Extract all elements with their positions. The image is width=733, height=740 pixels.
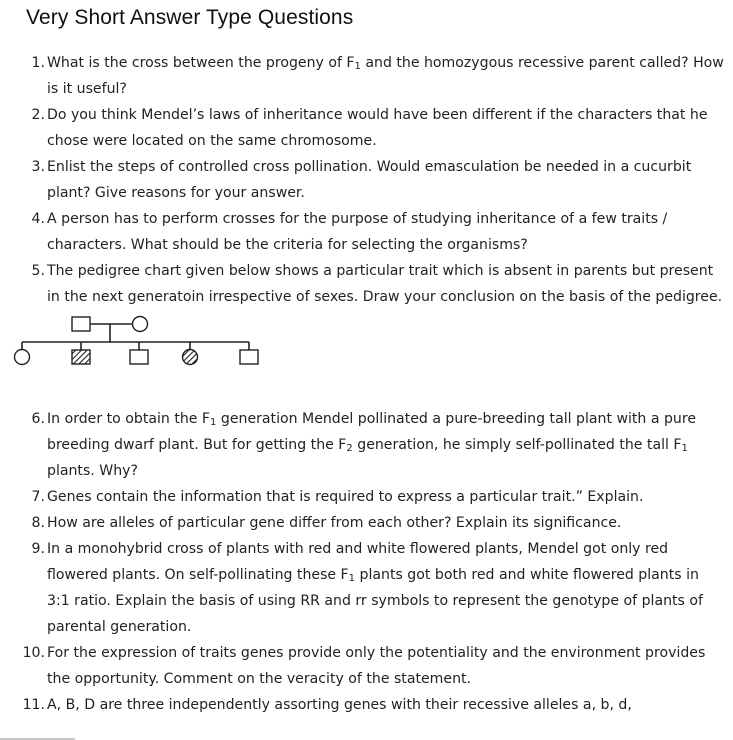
question-text <box>47 107 708 149</box>
question-number: 3. <box>31 159 45 175</box>
question-item <box>0 206 733 258</box>
question-item <box>0 50 733 102</box>
pedigree-chart <box>47 312 725 406</box>
question-number: 4. <box>31 211 45 227</box>
text-run: In a monohybrid cross of plants with red and white flowered plants, Mendel got only red flowered plants. On self-pollinating these F <box>47 541 669 583</box>
parent-square-icon <box>72 317 90 331</box>
question-text <box>47 411 696 479</box>
question-number: 8. <box>31 515 45 531</box>
text-run: Do you think Mendel’s laws of inheritance would have been different if the characters that he chose were located on the same chromosome. <box>47 107 708 149</box>
child-square-icon <box>130 350 148 364</box>
question-number: 9. <box>31 541 45 557</box>
question-item <box>0 692 733 718</box>
question-item <box>0 510 733 536</box>
subscript: 2 <box>346 443 353 454</box>
parent-circle-icon <box>133 317 148 332</box>
question-item <box>0 406 733 484</box>
child-square-icon <box>240 350 258 364</box>
question-item <box>0 258 733 406</box>
question-item <box>0 536 733 640</box>
question-item <box>0 484 733 510</box>
question-number: 2. <box>31 107 45 123</box>
text-run: How are alleles of particular gene differ from each other? Explain its significance. <box>47 515 622 531</box>
question-text <box>47 211 667 253</box>
text-run: A person has to perform crosses for the purpose of studying inheritance of a few traits / characters. What should be the criteria for selecting the organisms? <box>47 211 668 253</box>
subscript: 1 <box>354 61 361 72</box>
text-run: What is the cross between the progeny of F <box>47 55 355 71</box>
text-run: In order to obtain the F <box>47 411 211 427</box>
subscript: 1 <box>681 443 688 454</box>
text-run: plants. Why? <box>47 463 138 479</box>
question-number: 5. <box>31 263 45 279</box>
question-number: 11. <box>22 697 45 713</box>
question-text <box>47 159 691 201</box>
page-title: Very Short Answer Type Questions <box>26 6 354 29</box>
question-text <box>47 263 722 305</box>
question-text <box>47 541 703 635</box>
question-text <box>47 55 724 97</box>
text-run: For the expression of traits genes provide only the potentiality and the environment provides the opportunity. Comment on the veracity of the statement. <box>47 645 706 687</box>
pedigree-diagram <box>0 312 320 382</box>
question-number: 10. <box>22 645 45 661</box>
text-run: generation Mendel pollinated a pure-breeding tall plant with a pure breeding dwarf plant. But for getting the F <box>47 411 696 453</box>
text-run: The pedigree chart given below shows a particular trait which is absent in parents but present in the next generatoin irrespective of sexes. Draw your conclusion on the basis of the pedigree. <box>47 263 723 305</box>
text-run: and the homozygous recessive parent called? How is it useful? <box>47 55 724 97</box>
question-number: 1. <box>31 55 45 71</box>
subscript: 1 <box>210 417 217 428</box>
child-affected-square-icon <box>72 350 90 364</box>
question-item <box>0 154 733 206</box>
text-run: A, B, D are three independently assorting genes with their recessive alleles a, b, d, <box>47 697 632 713</box>
question-text <box>47 645 705 687</box>
text-run: Enlist the steps of controlled cross pollination. Would emasculation be needed in a cucurbit plant? Give reasons for your answer. <box>47 159 692 201</box>
text-run: generation, he simply self-pollinated the tall F <box>352 437 682 453</box>
question-text <box>47 697 632 713</box>
child-affected-circle-icon <box>183 350 198 365</box>
question-list <box>0 50 733 718</box>
text-run: Genes contain the information that is required to express a particular trait.” Explain. <box>47 489 644 505</box>
question-text <box>47 515 621 531</box>
question-item <box>0 640 733 692</box>
question-number: 7. <box>31 489 45 505</box>
question-item <box>0 102 733 154</box>
question-number: 6. <box>31 411 45 427</box>
question-text <box>47 489 643 505</box>
child-circle-icon <box>15 350 30 365</box>
subscript: 1 <box>348 573 356 584</box>
text-run: plants got both red and white flowered plants in 3:1 ratio. Explain the basis of using RR and rr symbols to represent the genotype of plants of parental generation. <box>47 567 703 635</box>
